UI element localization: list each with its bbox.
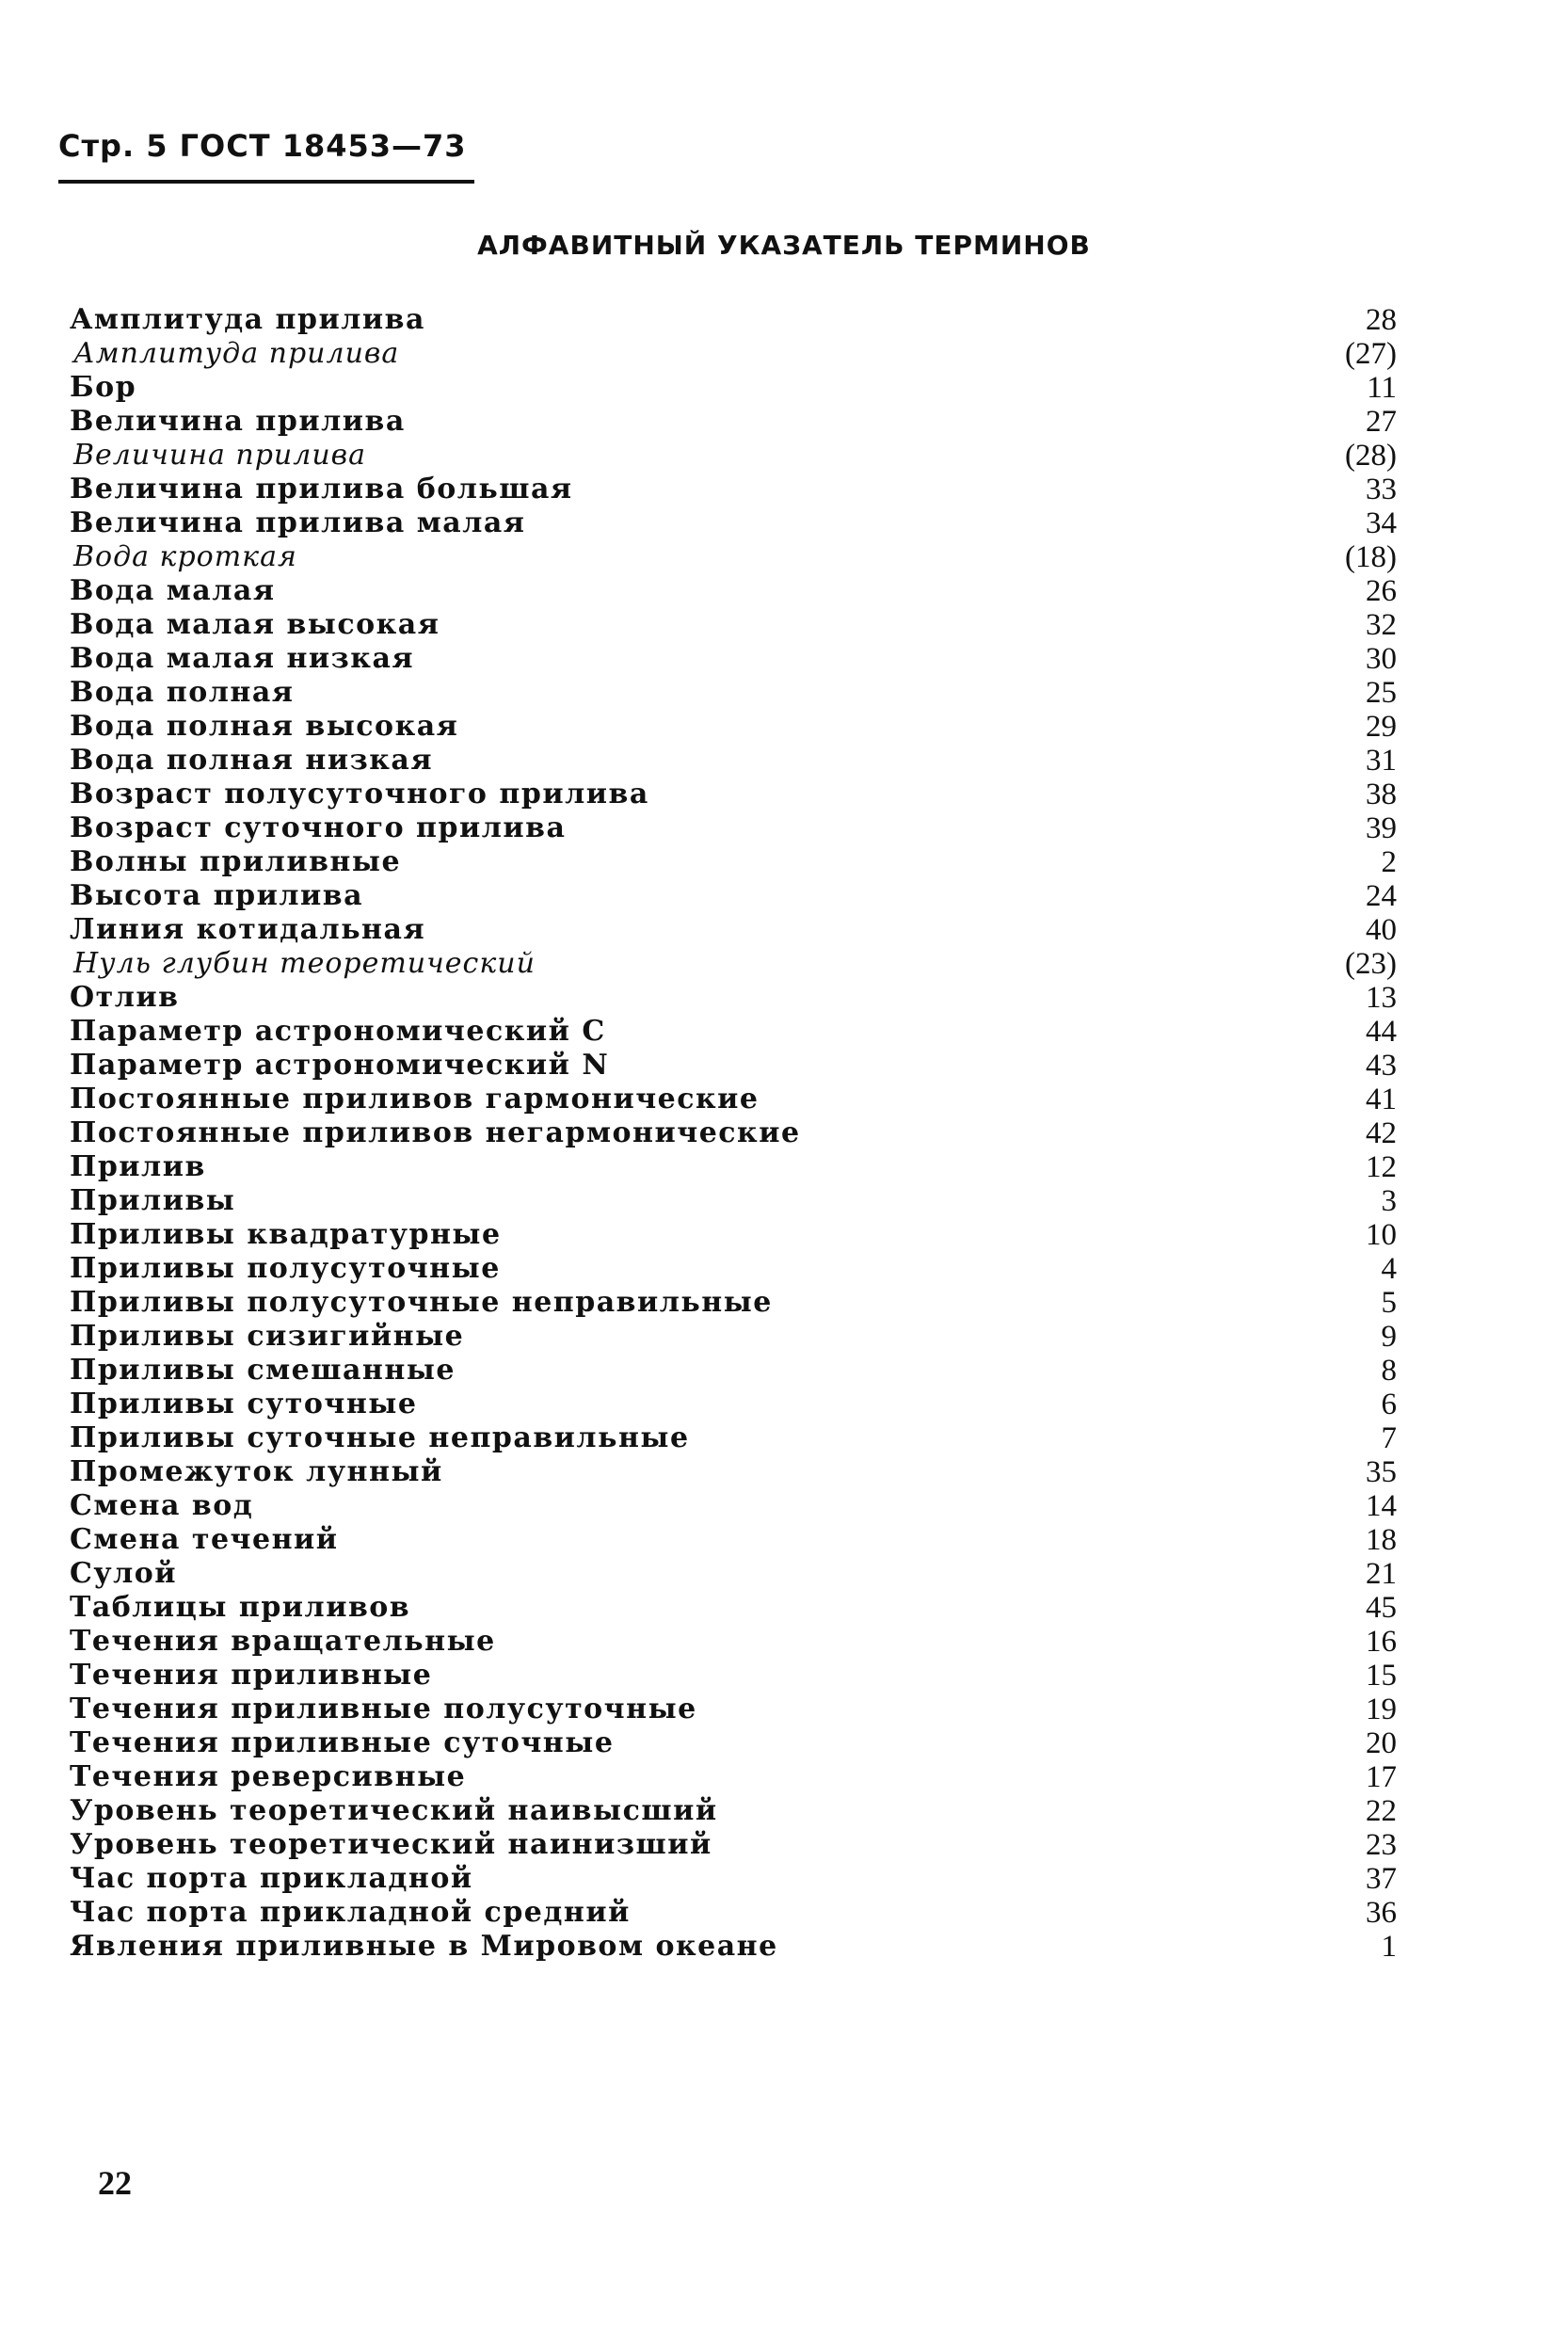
index-term: Величина прилива — [70, 405, 406, 438]
index-term-number: 11 — [1367, 371, 1397, 405]
index-term-number: 13 — [1366, 981, 1397, 1015]
index-term-number: 44 — [1366, 1015, 1397, 1049]
index-term-number: 41 — [1366, 1083, 1397, 1116]
index-term: Приливы полусуточные неправильные — [70, 1286, 773, 1319]
term-index-list — [70, 303, 1397, 1964]
index-entry — [70, 1828, 1397, 1862]
index-term: Течения вращательные — [70, 1625, 496, 1658]
index-term: Смена течений — [70, 1523, 339, 1556]
index-entry — [70, 337, 1397, 371]
index-entry — [70, 1760, 1397, 1794]
index-term: Вода малая — [70, 574, 276, 607]
index-entry — [70, 1862, 1397, 1896]
index-term: Течения приливные — [70, 1659, 433, 1692]
index-term-number: 20 — [1366, 1726, 1397, 1760]
index-term-number: 33 — [1366, 473, 1397, 506]
index-term: Высота прилива — [70, 879, 364, 912]
index-term: Приливы суточные — [70, 1388, 418, 1420]
index-entry — [70, 371, 1397, 405]
index-term-number: 35 — [1366, 1455, 1397, 1489]
index-entry — [70, 1015, 1397, 1049]
index-entry — [70, 1354, 1397, 1388]
index-term-number: 27 — [1366, 405, 1397, 439]
index-term: Вода малая высокая — [70, 608, 440, 641]
page-number: 22 — [98, 2164, 132, 2202]
index-entry — [70, 1455, 1397, 1489]
index-entry — [70, 710, 1397, 744]
index-term-number: 28 — [1366, 303, 1397, 337]
index-term-number: 22 — [1366, 1794, 1397, 1828]
index-term: Вода малая низкая — [70, 642, 415, 675]
index-term-number: 39 — [1366, 811, 1397, 845]
index-entry — [70, 540, 1397, 574]
index-entry — [70, 1083, 1397, 1116]
index-entry — [70, 1150, 1397, 1184]
index-term-number: (18) — [1345, 540, 1397, 574]
index-term: Сулой — [70, 1557, 177, 1590]
index-term: Амплитуда прилива — [70, 303, 425, 336]
index-entry — [70, 608, 1397, 642]
index-term-number: 14 — [1366, 1489, 1397, 1523]
index-term: Амплитуда прилива — [73, 337, 400, 370]
index-term-number: 43 — [1366, 1049, 1397, 1083]
index-term: Смена вод — [70, 1489, 254, 1522]
index-term-number: 30 — [1366, 642, 1397, 676]
index-term: Приливы квадратурные — [70, 1218, 502, 1251]
index-term-number: 3 — [1381, 1184, 1397, 1218]
index-entry — [70, 1286, 1397, 1320]
index-term-number: 2 — [1381, 845, 1397, 879]
index-term: Величина прилива — [73, 439, 367, 472]
index-term-number: 9 — [1381, 1320, 1397, 1354]
index-entry — [70, 506, 1397, 540]
index-term-number: 15 — [1366, 1659, 1397, 1693]
index-term-number: 38 — [1366, 778, 1397, 811]
index-term-number: 29 — [1366, 710, 1397, 744]
index-term-number: 32 — [1366, 608, 1397, 642]
index-term: Течения приливные полусуточные — [70, 1693, 697, 1725]
index-term-number: 4 — [1381, 1252, 1397, 1286]
index-entry — [70, 1116, 1397, 1150]
index-term-number: 31 — [1366, 744, 1397, 778]
index-entry — [70, 1930, 1397, 1964]
index-entry — [70, 913, 1397, 947]
index-term-number: (28) — [1345, 439, 1397, 473]
index-term: Параметр астрономический N — [70, 1049, 610, 1082]
index-term-number: 6 — [1381, 1388, 1397, 1421]
index-entry — [70, 574, 1397, 608]
index-entry — [70, 1896, 1397, 1930]
index-term: Прилив — [70, 1150, 206, 1183]
index-entry — [70, 439, 1397, 473]
index-term: Явления приливные в Мировом океане — [70, 1930, 778, 1963]
index-term: Уровень теоретический наинизший — [70, 1828, 712, 1861]
index-entry — [70, 1489, 1397, 1523]
index-entry — [70, 1726, 1397, 1760]
index-term: Промежуток лунный — [70, 1455, 443, 1488]
index-entry — [70, 1659, 1397, 1693]
index-entry — [70, 405, 1397, 439]
index-term: Приливы смешанные — [70, 1354, 456, 1387]
index-entry — [70, 1218, 1397, 1252]
index-term: Возраст полусуточного прилива — [70, 778, 649, 810]
index-entry — [70, 1421, 1397, 1455]
index-term: Час порта прикладной — [70, 1862, 473, 1895]
index-term: Час порта прикладной средний — [70, 1896, 631, 1929]
index-term-number: 45 — [1366, 1591, 1397, 1625]
index-entry — [70, 676, 1397, 710]
index-term-number: 37 — [1366, 1862, 1397, 1896]
index-term: Приливы суточные неправильные — [70, 1421, 690, 1454]
index-term-number: 25 — [1366, 676, 1397, 710]
index-entry — [70, 1320, 1397, 1354]
index-entry — [70, 1693, 1397, 1726]
index-term-number: 24 — [1366, 879, 1397, 913]
index-term: Вода полная низкая — [70, 744, 433, 777]
index-entry — [70, 1625, 1397, 1659]
page-header: Стр. 5 ГОСТ 18453—73 — [58, 128, 467, 164]
index-term: Бор — [70, 371, 137, 404]
index-entry — [70, 1523, 1397, 1557]
index-term: Вода полная — [70, 676, 295, 709]
index-term-number: 26 — [1366, 574, 1397, 608]
index-term-number: (27) — [1345, 337, 1397, 371]
index-term: Величина прилива малая — [70, 506, 526, 539]
index-entry — [70, 778, 1397, 811]
index-entry — [70, 1049, 1397, 1083]
index-entry — [70, 947, 1397, 981]
index-entry — [70, 1184, 1397, 1218]
index-entry — [70, 845, 1397, 879]
index-term: Вода кроткая — [73, 540, 297, 573]
index-term-number: 12 — [1366, 1150, 1397, 1184]
index-entry — [70, 744, 1397, 778]
index-entry — [70, 303, 1397, 337]
index-term-number: 17 — [1366, 1760, 1397, 1794]
index-term-number: 1 — [1381, 1930, 1397, 1964]
index-term: Нуль глубин теоретический — [73, 947, 536, 980]
index-entry — [70, 1591, 1397, 1625]
index-term: Постоянные приливов гармонические — [70, 1083, 760, 1115]
index-term-number: (23) — [1345, 947, 1397, 981]
index-term: Линия котидальная — [70, 913, 426, 946]
index-term: Отлив — [70, 981, 180, 1014]
index-term: Приливы сизигийные — [70, 1320, 465, 1353]
index-term-number: 8 — [1381, 1354, 1397, 1388]
index-term: Приливы — [70, 1184, 236, 1217]
index-term: Уровень теоретический наивысший — [70, 1794, 718, 1827]
index-term-number: 40 — [1366, 913, 1397, 947]
index-term: Параметр астрономический C — [70, 1015, 606, 1048]
index-term: Приливы полусуточные — [70, 1252, 501, 1285]
index-term-number: 42 — [1366, 1116, 1397, 1150]
index-entry — [70, 1557, 1397, 1591]
index-term: Величина прилива большая — [70, 473, 573, 506]
index-term: Вода полная высокая — [70, 710, 459, 743]
index-entry — [70, 981, 1397, 1015]
index-term-number: 23 — [1366, 1828, 1397, 1862]
index-term: Течения реверсивные — [70, 1760, 467, 1793]
index-term-number: 18 — [1366, 1523, 1397, 1557]
index-term: Волны приливные — [70, 845, 402, 878]
index-term-number: 19 — [1366, 1693, 1397, 1726]
index-term: Течения приливные суточные — [70, 1726, 615, 1759]
index-term: Возраст суточного прилива — [70, 811, 567, 844]
index-term-number: 21 — [1366, 1557, 1397, 1591]
index-term-number: 16 — [1366, 1625, 1397, 1659]
index-entry — [70, 473, 1397, 506]
index-entry — [70, 642, 1397, 676]
index-entry — [70, 811, 1397, 845]
index-term-number: 34 — [1366, 506, 1397, 540]
index-term-number: 5 — [1381, 1286, 1397, 1320]
index-term-number: 10 — [1366, 1218, 1397, 1252]
header-rule — [58, 180, 474, 184]
index-entry — [70, 1252, 1397, 1286]
index-entry — [70, 1388, 1397, 1421]
index-term-number: 36 — [1366, 1896, 1397, 1930]
index-term-number: 7 — [1381, 1421, 1397, 1455]
index-term: Таблицы приливов — [70, 1591, 411, 1624]
index-entry — [70, 1794, 1397, 1828]
index-title: АЛФАВИТНЫЙ УКАЗАТЕЛЬ ТЕРМИНОВ — [477, 230, 1091, 261]
index-term: Постоянные приливов негармонические — [70, 1116, 801, 1149]
index-entry — [70, 879, 1397, 913]
